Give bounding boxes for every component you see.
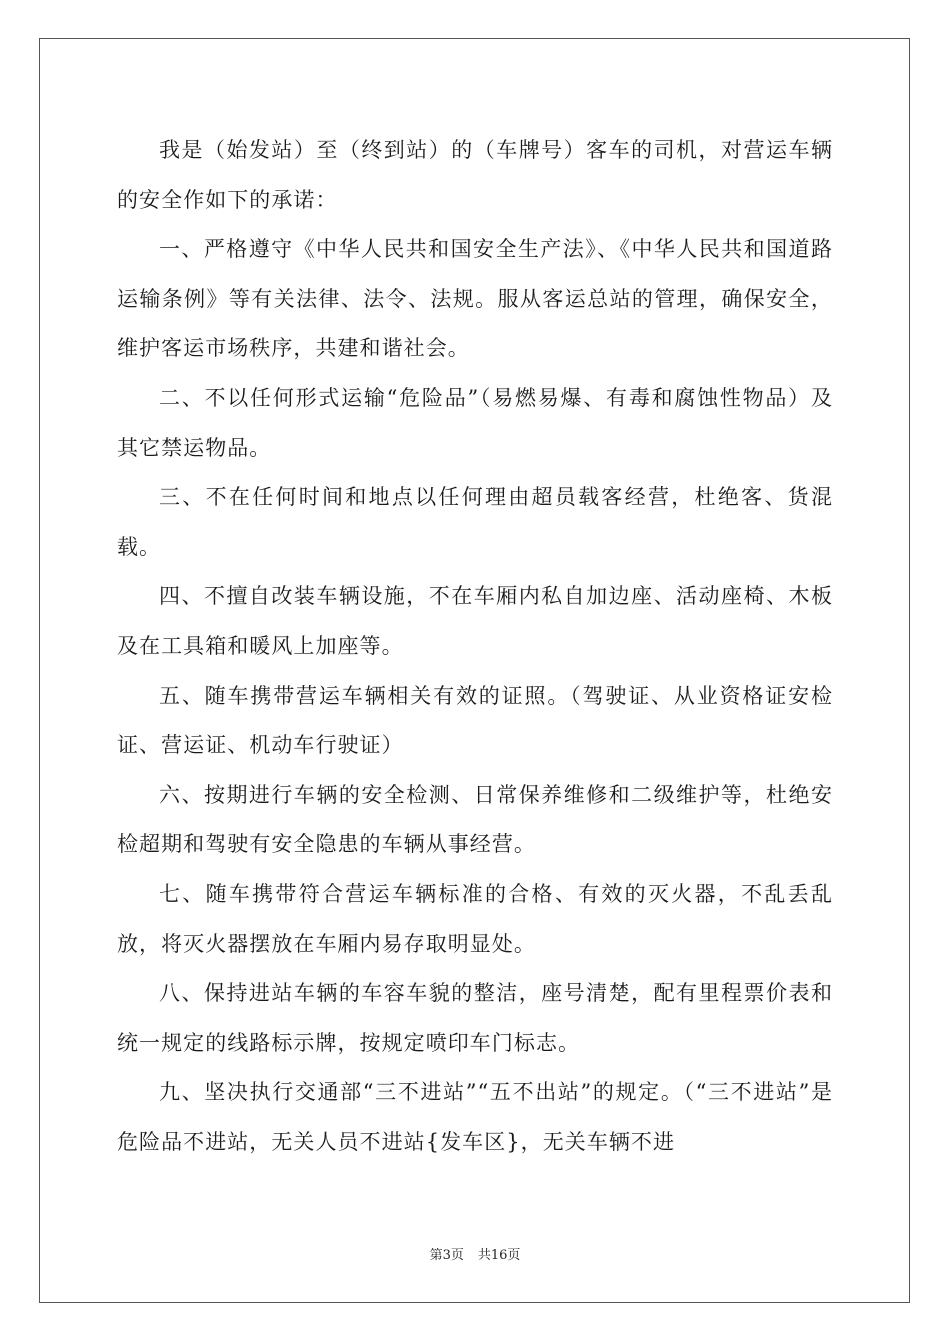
page-footer [0, 1244, 950, 1263]
paragraph-intro: 我是（始发站）至（终到站）的（车牌号）客车的司机，对营运车辆的安全作如下的承诺： [117, 138, 833, 212]
paragraph-item-2: 二、不以任何形式运输“危险品”（易燃易爆、有毒和腐蚀性物品）及其它禁运物品。 [117, 385, 833, 460]
paragraph-item-5: 五、随车携带营运车辆相关有效的证照。（驾驶证、从业资格证安检证、营运证、机动车行驶证） [117, 683, 833, 758]
document-body [117, 126, 833, 1167]
page-total: 共16页 [477, 1248, 521, 1263]
paragraph-item-6: 六、按期进行车辆的安全检测、日常保养维修和二级维护等，杜绝安检超期和驾驶有安全隐患的车辆从事经营。 [117, 782, 833, 857]
paragraph-item-3: 三、不在任何时间和地点以任何理由超员载客经营，杜绝客、货混载。 [117, 485, 833, 559]
paragraph-item-1: 一、严格遵守《中华人民共和国安全生产法》、《中华人民共和国道路运输条例》等有关法律、法令、法规。服从客运总站的管理，确保安全，维护客运市场秩序，共建和谐社会。 [117, 237, 833, 361]
paragraph-item-4: 四、不擅自改装车辆设施，不在车厢内私自加边座、活动座椅、木板及在工具箱和暖风上加座等。 [117, 584, 833, 658]
page-number: 第3页 [429, 1248, 464, 1263]
paragraph-item-7: 七、随车携带符合营运车辆标准的合格、有效的灭火器，不乱丢乱放，将灭火器摆放在车厢内易存取明显处。 [117, 881, 833, 956]
paragraph-item-8: 八、保持进站车辆的车容车貌的整洁，座号清楚，配有里程票价表和统一规定的线路标示牌，按规定喷印车门标志。 [117, 981, 833, 1055]
paragraph-item-9: 九、坚决执行交通部“三不进站”“五不出站”的规定。（“三不进站”是危险品不进站，无关人员不进站{发车区}，无关车辆不进 [117, 1080, 833, 1154]
